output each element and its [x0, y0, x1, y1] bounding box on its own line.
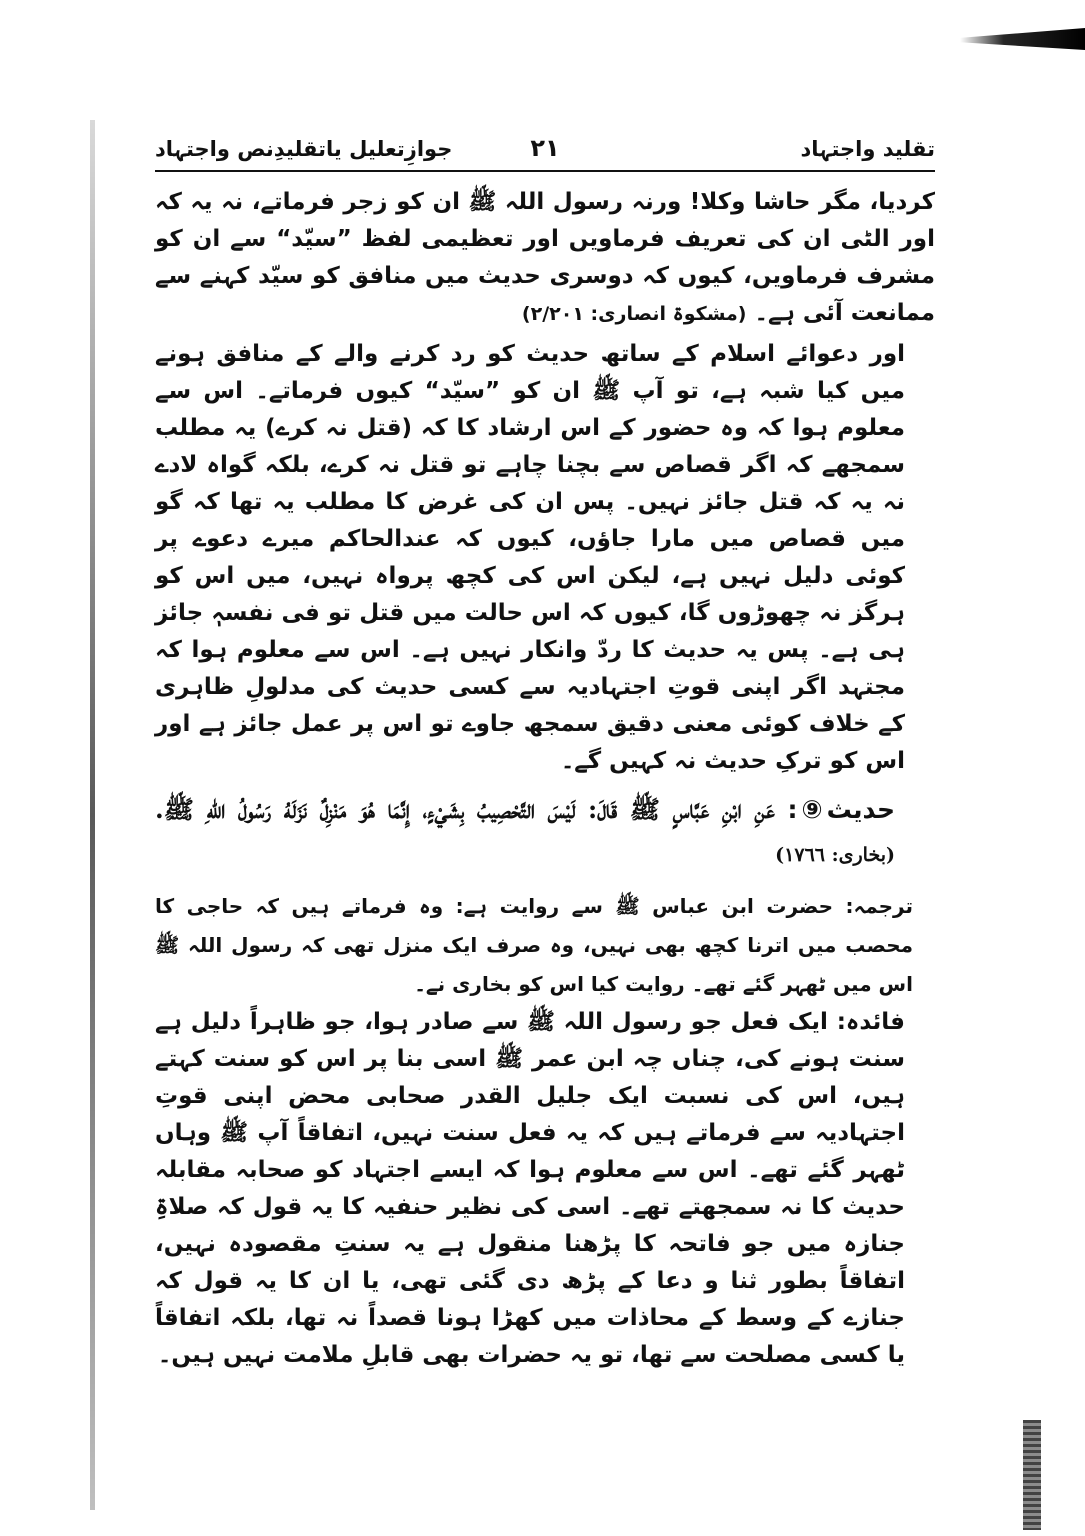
section-title: جوازِتعلیل یاتقلیدِنص واجتہاد — [155, 137, 453, 161]
hadith-label: حدیث⑨: — [787, 795, 895, 824]
paragraph — [155, 184, 935, 333]
translation-text: ترجمہ: حضرت ابن عباس ﷺ سے روایت ہے: وہ فرماتے ہیں کہ حاجی کا محصب میں اترنا کچھ بھی نہیں، وہ صرف ایک منزل تھی کہ رسول اللہ ﷺ اس میں ٹھہر گئے تھے۔ روایت کیا اس کو بخاری نے۔ — [155, 894, 913, 996]
hadith-block — [155, 788, 935, 877]
hadith-arabic-text: عَنِ ابْنِ عَبَّاسٍ ﷺ قَالَ: لَيْسَ التَّحْصِيبُ بِشَيْءٍ، إِنَّمَا هُوَ مَنْزِلٌ نَزَلَهُ رَسُولُ اللّٰهِ ﷺ. — [155, 795, 775, 824]
scan-corner-mark — [1023, 1420, 1041, 1530]
faida-paragraph: فائدہ: ایک فعل جو رسول اللہ ﷺ سے صادر ہوا، جو ظاہراً دلیل ہے سنت ہونے کی، چناں چہ ابن عمر ﷺ اسی بنا پر اس کو سنت کہتے ہیں، اس کی نسبت ایک جلیل القدر صحابی محض اپنی قوتِ اجتہادیہ سے فرماتے ہیں کہ یہ فعل سنت نہیں، اتفاقاً آپ ﷺ وہاں ٹھہر گئے تھے۔ اس سے معلوم ہوا کہ ایسے اجتہاد کو صحابہ مقابلہ حدیث کا نہ سمجھتے تھے۔ اسی کی نظیر حنفیہ کا یہ قول کہ صلاۃِ جنازہ میں جو فاتحہ کا پڑھنا منقول ہے یہ سنتِ مقصودہ نہیں، اتفاقاً بطور ثنا و دعا کے پڑھ دی گئی تھی، یا ان کا یہ قول کہ جنازے کے وسط کے محاذات میں کھڑا ہونا قصداً نہ تھا، بلکہ اتفاقاً یا کسی مصلحت سے تھا، تو یہ حضرات بھی قابلِ ملامت نہیں ہیں۔ — [155, 1009, 905, 1368]
reference: (مشکوۃ انصاری: ۲/۲۰۱) — [521, 303, 747, 325]
paragraph: اور دعوائے اسلام کے ساتھ حدیث کو رد کرنے والے کے منافق ہونے میں کیا شبہ ہے، تو آپ ﷺ ان کو ”سیّد“ کیوں فرماتے۔ اس سے معلوم ہوا کہ وہ حضور کے اس ارشاد کا کہ (قتل نہ کرے) یہ مطلب سمجھے کہ اگر قصاص سے بچنا چاہے تو قتل نہ کرے، بلکہ گواہ لادے نہ یہ کہ قتل جائز نہیں۔ پس ان کی غرض کا مطلب یہ تھا کہ گو میں قصاص میں مارا جاؤں، کیوں کہ عندالحاکم میرے دعوے پر کوئی دلیل نہیں ہے، لیکن اس کی کچھ پرواہ نہیں، میں اس کو ہرگز نہ چھوڑوں گا، کیوں کہ اس حالت میں قتل تو فی نفسہٖ جائز ہی ہے۔ پس یہ حدیث کا ردّ وانکار نہیں ہے۔ اس سے معلوم ہوا کہ مجتہد اگر اپنی قوتِ اجتہادیہ سے کسی حدیث کی مدلولِ ظاہری کے خلاف کوئی معنی دقیق سمجھ جاوے تو اس پر عمل جائز ہے اور اس کو ترکِ حدیث نہ کہیں گے۔ — [155, 341, 905, 774]
hadith-reference: (بخاری: ١٧٦٦) — [775, 844, 895, 866]
paragraph-text: کردیا، مگر حاشا وکلا! ورنہ رسول اللہ ﷺ ان کو زجر فرماتے، نہ یہ کہ اور الٹی ان کی تعریف فرماویں اور تعظیمی لفظ ”سیّد“ سے ان کو مشرف فرماویں، کیوں کہ دوسری حدیث میں منافق کو سیّد کہنے سے ممانعت آئی ہے۔ — [155, 189, 935, 326]
page-number: ۲۱ — [530, 134, 560, 162]
page-header — [155, 128, 935, 172]
page-body — [155, 172, 935, 1374]
scan-spine-shadow — [90, 120, 95, 1510]
book-page — [155, 128, 935, 1438]
chapter-title: تقلید واجتہاد — [800, 137, 935, 161]
scan-edge-mark — [960, 28, 1085, 50]
